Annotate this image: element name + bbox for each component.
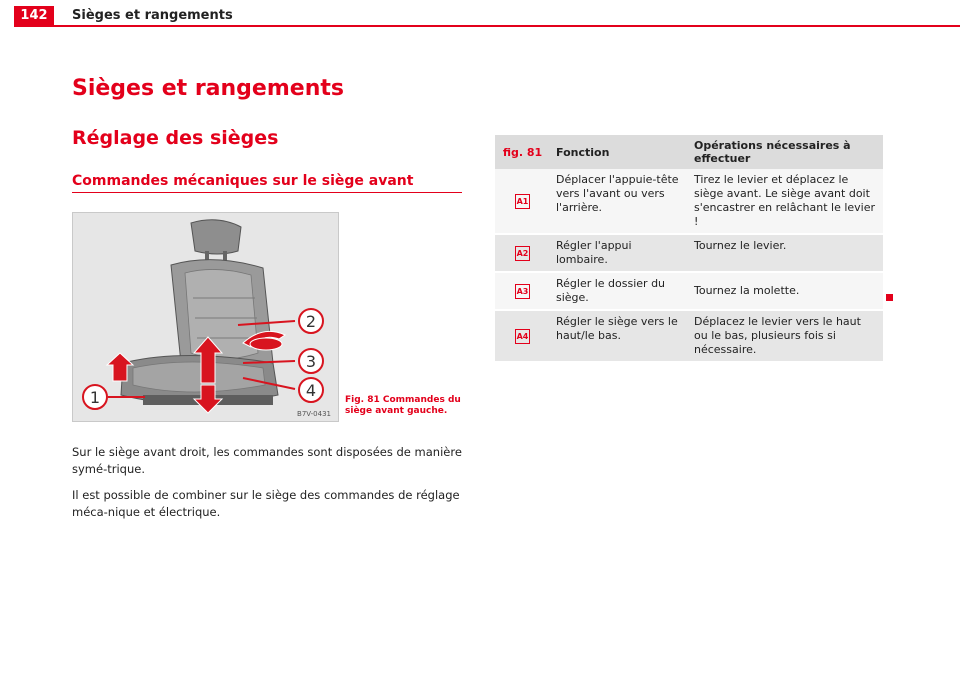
chapter-title: Sièges et rangements (72, 76, 344, 101)
table-row (495, 234, 883, 272)
running-title: Sièges et rangements (72, 8, 233, 23)
table-header-row (495, 135, 883, 169)
number-badge: A4 (515, 329, 530, 344)
subsection-title: Commandes mécaniques sur le siège avant (72, 173, 414, 189)
row-function: Régler le siège vers le haut/le bas. (550, 310, 688, 362)
seat-illustration (73, 213, 338, 421)
section-end-marker (886, 294, 893, 301)
row-function: Déplacer l'appuie-tête vers l'avant ou vers l'arrière. (550, 169, 688, 234)
callout-2: 2 (305, 312, 317, 331)
section-title: Réglage des sièges (72, 127, 279, 149)
row-operation: Déplacez le levier vers le haut ou le bas, plusieurs fois si nécessaire. (688, 310, 883, 362)
figure-caption: Fig. 81 Commandes du siège avant gauche. (345, 395, 461, 416)
callout-3: 3 (305, 352, 317, 371)
header-function: Fonction (550, 135, 688, 169)
row-number (495, 169, 550, 234)
table-row (495, 169, 883, 234)
callout-1: 1 (89, 388, 101, 407)
row-number (495, 272, 550, 310)
row-function: Régler l'appui lombaire. (550, 234, 688, 272)
row-number (495, 310, 550, 362)
paragraph: Il est possible de combiner sur le siège des commandes de réglage méca-nique et électrique. (72, 488, 460, 519)
paragraph: Sur le siège avant droit, les commandes sont disposées de manière symé-trique. (72, 445, 462, 476)
row-function: Régler le dossier du siège. (550, 272, 688, 310)
callout-4: 4 (305, 381, 317, 400)
number-badge: A3 (515, 284, 530, 299)
table-row (495, 272, 883, 310)
header-rule (14, 25, 960, 27)
seat-figure (72, 212, 339, 422)
row-operation: Tournez le levier. (688, 234, 883, 272)
page-header (0, 0, 960, 28)
header-operation: Opérations nécessaires à effectuer (688, 135, 883, 169)
subsection-rule (72, 192, 462, 193)
number-badge: A1 (515, 194, 530, 209)
row-number (495, 234, 550, 272)
header-fig: fig. 81 (495, 135, 550, 169)
table-row (495, 310, 883, 362)
row-operation: Tirez le levier et déplacez le siège avant. Le siège avant doit s'encastrer en relâchant le levier ! (688, 169, 883, 234)
operations-table (495, 135, 883, 363)
row-operation: Tournez la molette. (688, 272, 883, 310)
number-badge: A2 (515, 246, 530, 261)
figure-code: B7V-0431 (297, 410, 331, 418)
page-number: 142 (14, 6, 54, 26)
